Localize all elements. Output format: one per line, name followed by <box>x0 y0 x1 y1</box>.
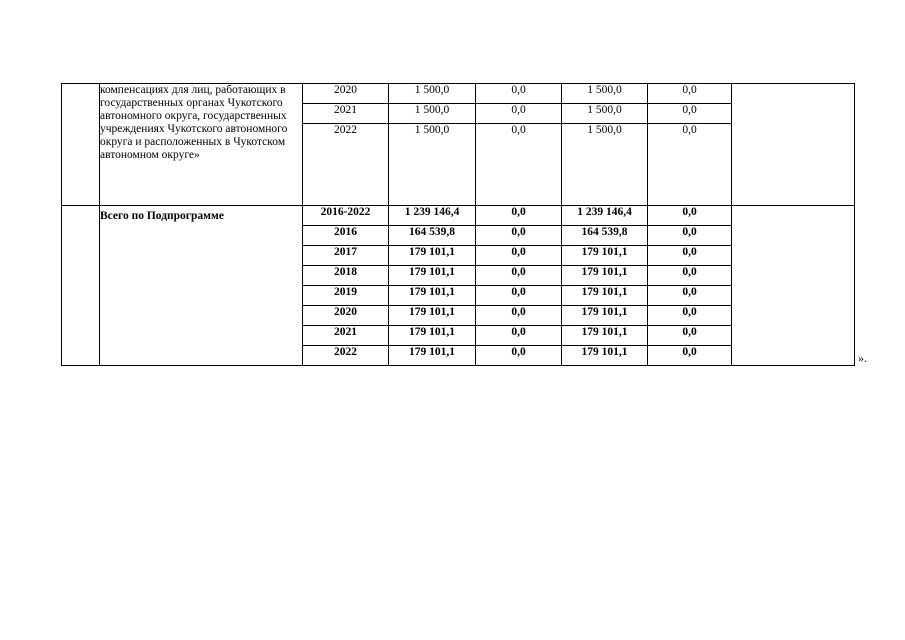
other-cell: 0,0 <box>648 306 732 326</box>
federal-cell: 0,0 <box>476 286 562 306</box>
regional-cell: 1 239 146,4 <box>562 206 648 226</box>
executor-cell <box>732 206 855 366</box>
regional-cell: 179 101,1 <box>562 306 648 326</box>
total-cell: 164 539,8 <box>389 226 476 246</box>
subprogram-total-label: Всего по Подпрограмме <box>100 206 303 366</box>
year-cell: 2016-2022 <box>303 206 389 226</box>
total-cell: 1 500,0 <box>389 104 476 124</box>
year-cell: 2022 <box>303 346 389 366</box>
federal-cell: 0,0 <box>476 346 562 366</box>
regional-cell: 179 101,1 <box>562 346 648 366</box>
number-cell <box>62 84 100 206</box>
regional-cell: 179 101,1 <box>562 246 648 266</box>
total-cell: 179 101,1 <box>389 246 476 266</box>
federal-cell: 0,0 <box>476 266 562 286</box>
other-cell: 0,0 <box>648 84 732 104</box>
number-cell <box>62 206 100 366</box>
federal-cell: 0,0 <box>476 104 562 124</box>
table-row <box>62 84 855 104</box>
year-cell: 2021 <box>303 326 389 346</box>
total-cell: 1 500,0 <box>389 84 476 104</box>
other-cell: 0,0 <box>648 286 732 306</box>
federal-cell: 0,0 <box>476 226 562 246</box>
regional-cell: 164 539,8 <box>562 226 648 246</box>
year-cell: 2022 <box>303 124 389 206</box>
year-cell: 2016 <box>303 226 389 246</box>
other-cell: 0,0 <box>648 124 732 206</box>
other-cell: 0,0 <box>648 206 732 226</box>
federal-cell: 0,0 <box>476 306 562 326</box>
table-row <box>62 206 855 226</box>
other-cell: 0,0 <box>648 104 732 124</box>
federal-cell: 0,0 <box>476 326 562 346</box>
federal-cell: 0,0 <box>476 246 562 266</box>
year-cell: 2020 <box>303 306 389 326</box>
total-cell: 179 101,1 <box>389 286 476 306</box>
year-cell: 2019 <box>303 286 389 306</box>
regional-cell: 179 101,1 <box>562 266 648 286</box>
other-cell: 0,0 <box>648 226 732 246</box>
total-cell: 179 101,1 <box>389 306 476 326</box>
total-cell: 179 101,1 <box>389 326 476 346</box>
other-cell: 0,0 <box>648 326 732 346</box>
budget-table <box>61 83 855 366</box>
closing-quote-mark: ». <box>858 351 867 365</box>
year-cell: 2018 <box>303 266 389 286</box>
regional-cell: 1 500,0 <box>562 104 648 124</box>
total-cell: 1 239 146,4 <box>389 206 476 226</box>
other-cell: 0,0 <box>648 266 732 286</box>
executor-cell <box>732 84 855 206</box>
federal-cell: 0,0 <box>476 206 562 226</box>
year-cell: 2020 <box>303 84 389 104</box>
federal-cell: 0,0 <box>476 84 562 104</box>
total-cell: 179 101,1 <box>389 266 476 286</box>
regional-cell: 1 500,0 <box>562 124 648 206</box>
regional-cell: 1 500,0 <box>562 84 648 104</box>
federal-cell: 0,0 <box>476 124 562 206</box>
year-cell: 2017 <box>303 246 389 266</box>
year-cell: 2021 <box>303 104 389 124</box>
total-cell: 1 500,0 <box>389 124 476 206</box>
total-cell: 179 101,1 <box>389 346 476 366</box>
description-cell: компенсациях для лиц, работающих в государственных органах Чукотского автономного округа, государственных учреждениях Чукотского автономного округа и расположенных в Чукотском автономном округе» <box>100 84 303 206</box>
regional-cell: 179 101,1 <box>562 286 648 306</box>
other-cell: 0,0 <box>648 346 732 366</box>
regional-cell: 179 101,1 <box>562 326 648 346</box>
other-cell: 0,0 <box>648 246 732 266</box>
